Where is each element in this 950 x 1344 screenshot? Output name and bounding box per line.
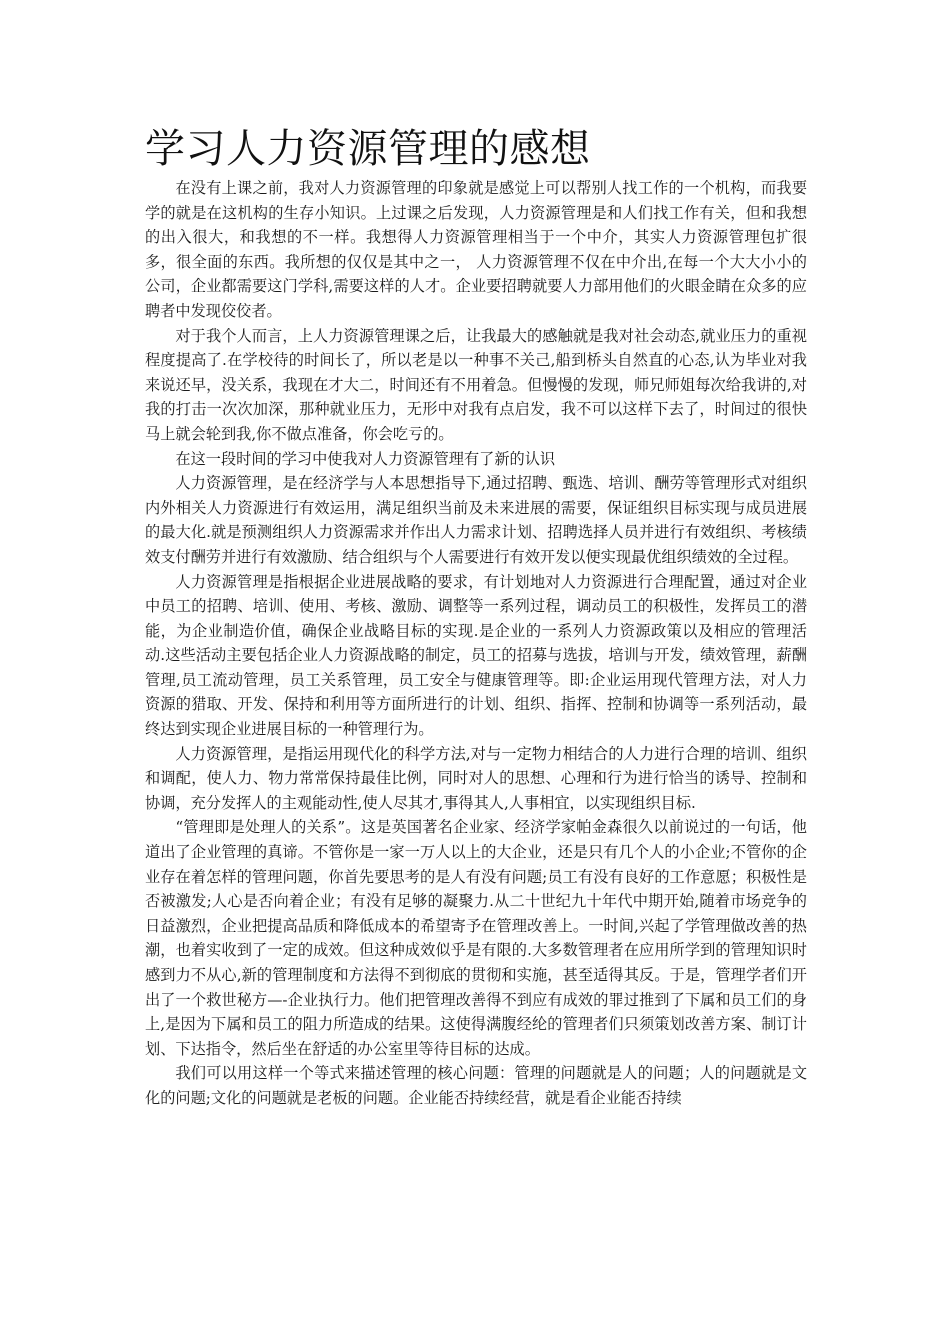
document-body bbox=[145, 122, 807, 1111]
paragraph-management-equation: 我们可以用这样一个等式来描述管理的核心问题：管理的问题就是人的问题；人的问题就是文化的问题;文化的问题就是老板的问题。企业能否持续经营，就是看企业能否持续 bbox=[145, 1064, 807, 1107]
paragraph-management-quote: “管理即是处理人的关系”。这是英国著名企业家、经济学家帕金森很久以前说过的一句话，他道出了企业管理的真谛。不管你是一家一万人以上的大企业，还是只有几个人的小企业;不管你的企业存在着怎样的管理问题，你首先要思考的是人有没有问题;员工有没有良好的工作意愿；积极性是否被激发;人心是否向着企业；有没有足够的凝聚力.从二十世纪九十年代中期开始,随着市场竞争的日益激烈，企业把提高品质和降低成本的希望寄予在管理改善上。一时间,兴起了学管理做改善的热潮，也着实收到了一定的成效。但这种成效似乎是有限的.大多数管理者在应用所学到的管理知识时感到力不从心,新的管理制度和方法得不到彻底的贯彻和实施，甚至适得其反。于是，管理学者们开出了一个救世秘方—-企业执行力。他们把管理改善得不到应有成效的罪过推到了下属和员工们的身上,是因为下属和员工的阻力所造成的结果。这使得满腹经纶的管理者们只须策划改善方案、制订计划、下达指令，然后坐在舒适的办公室里等待目标的达成。 bbox=[145, 818, 807, 1058]
paragraph-hrm-definition-3: 人力资源管理，是指运用现代化的科学方法,对与一定物力相结合的人力进行合理的培训、组织和调配，使人力、物力常常保持最佳比例，同时对人的思想、心理和行为进行恰当的诱导、控制和协调，充分发挥人的主观能动性,使人尽其才,事得其人,人事相宜，以实现组织目标. bbox=[145, 744, 807, 812]
paragraph-hrm-definition-2: 人力资源管理是指根据企业进展战略的要求，有计划地对人力资源进行合理配置，通过对企业中员工的招聘、培训、使用、考核、激励、调整等一系列过程，调动员工的积极性，发挥员工的潜能，为企业制造价值，确保企业战略目标的实现.是企业的一系列人力资源政策以及相应的管理活动.这些活动主要包括企业人力资源战略的制定，员工的招募与选拔，培训与开发，绩效管理，薪酬管理,员工流动管理，员工关系管理，员工安全与健康管理等。即:企业运用现代管理方法，对人力资源的猎取、开发、保持和利用等方面所进行的计划、组织、指挥、控制和协调等一系列活动，最终达到实现企业进展目标的一种管理行为。 bbox=[145, 572, 807, 739]
paragraph-hrm-definition-1: 人力资源管理，是在经济学与人本思想指导下,通过招聘、甄选、培训、酬劳等管理形式对组织内外相关人力资源进行有效运用，满足组织当前及未来进展的需要，保证组织目标实现与成员进展的最大化.就是预测组织人力资源需求并作出人力需求计划、招聘选择人员并进行有效组织、考核绩效支付酬劳并进行有效激励、结合组织与个人需要进行有效开发以便实现最优组织绩效的全过程。 bbox=[145, 474, 807, 566]
paragraph-new-understanding: 在这一段时间的学习中使我对人力资源管理有了新的认识 bbox=[175, 449, 556, 468]
paragraph-before-class: 在没有上课之前，我对人力资源管理的印象就是感觉上可以帮别人找工作的一个机构，而我要学的就是在这机构的生存小知识。上过课之后发现，人力资源管理是和人们找工作有关，但和我想的出入很大，和我想的不一样。我想得人力资源管理相当于一个中介，其实人力资源管理包扩很多，很全面的东西。我所想的仅仅是其中之一， 人力资源管理不仅在中介出,在每一个大大小小的公司，企业都需要这门学科,需要这样的人才。企业要招聘就要人力部用他们的火眼金睛在众多的应聘者中发现佼佼者。 bbox=[145, 179, 807, 320]
document-title: 学习人力资源管理的感想 bbox=[145, 126, 591, 172]
paragraph-personal-feelings: 对于我个人而言，上人力资源管理课之后，让我最大的感触就是我对社会动态,就业压力的重视程度提高了.在学校待的时间长了，所以老是以一种事不关己,船到桥头自然直的心态,认为毕业对我来说还早，没关系，我现在才大二，时间还有不用着急。但慢慢的发现，师兄师姐每次给我讲的,对我的打击一次次加深，那种就业压力，无形中对我有点启发，我不可以这样下去了，时间过的很快马上就会轮到我,你不做点准备，你会吃亏的。 bbox=[145, 326, 807, 443]
